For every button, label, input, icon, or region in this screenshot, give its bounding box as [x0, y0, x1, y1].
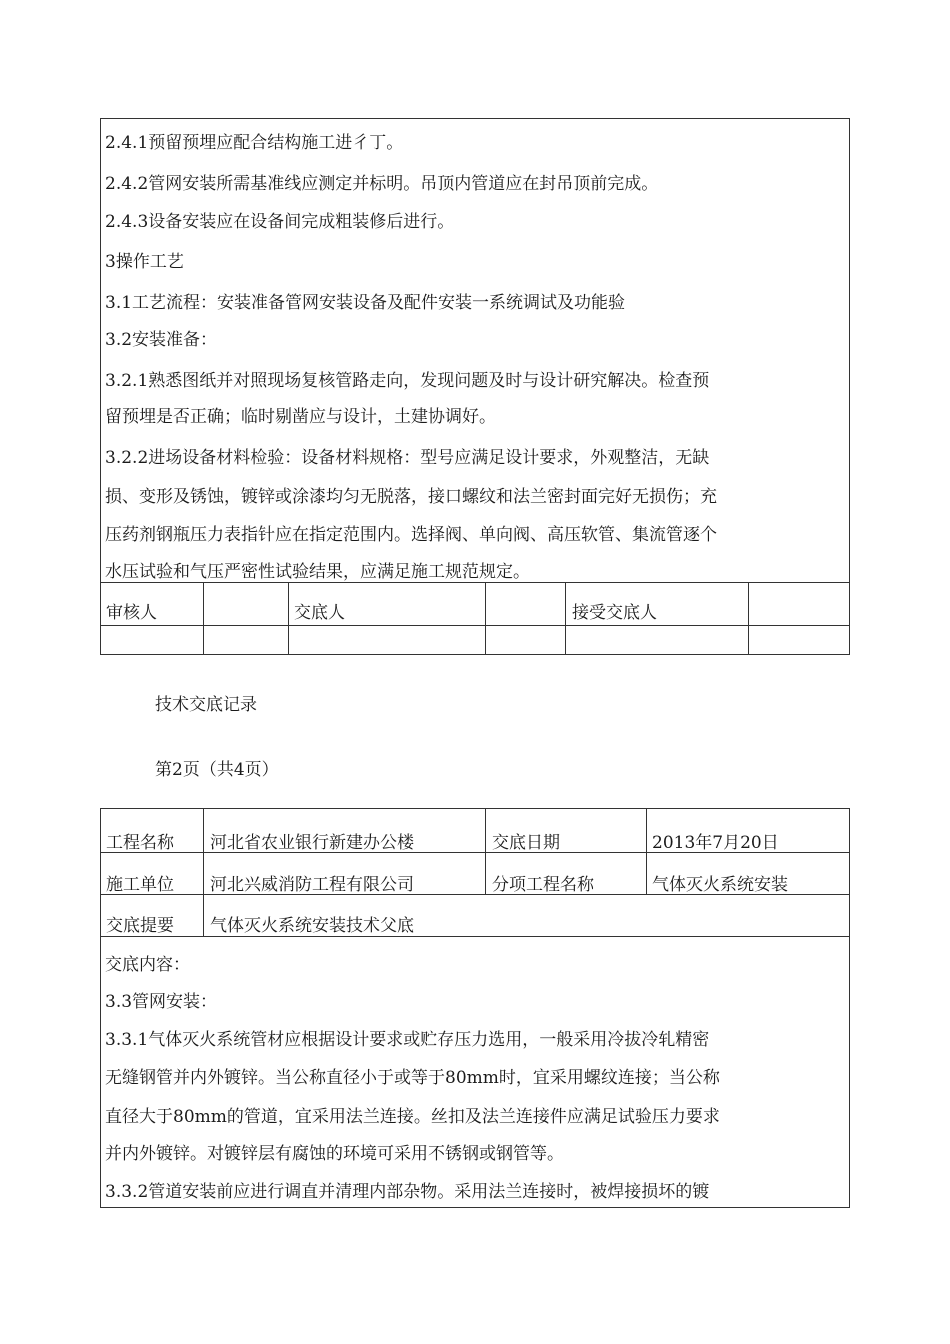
signature-col-divider: [565, 582, 566, 655]
signature-row-top-border: [100, 582, 850, 583]
summary-value: 气体灭火系统安装技术父底: [210, 916, 414, 936]
section-heading: 3操作工艺: [105, 252, 184, 272]
project-name-label: 工程名称: [106, 833, 174, 853]
project-name-value: 河北省农业银行新建办公楼: [210, 833, 414, 853]
content-line: 3.2.1熟悉图纸并对照现场复核管路走向，发现问题及时与设计研究解决。检查预: [105, 371, 710, 391]
content-line: 水压试验和气压严密性试验结果，应满足施工规范规定。: [105, 562, 530, 582]
signature-col-divider: [748, 582, 749, 655]
table-col-divider: [203, 808, 204, 936]
summary-label: 交底提要: [106, 916, 174, 936]
content-line: 损、变形及锈蚀，镀锌或涂漆均匀无脱落，接口螺纹和法兰密封面完好无损伤；充: [105, 487, 717, 507]
unit-value: 河北兴威消防工程有限公司: [210, 875, 414, 895]
content-line: 2.4.2管网安装所需基准线应测定并标明。吊顶内管道应在封吊顶前完成。: [105, 174, 659, 194]
content-line: 3.2.2进场设备材料检验：设备材料规格：型号应满足设计要求，外观整洁，无缺: [105, 448, 710, 468]
reviewer-label: 审核人: [106, 603, 157, 623]
record-title: 技术交底记录: [155, 695, 257, 715]
signature-col-divider: [203, 582, 204, 655]
subproject-value: 气体灭火系统安装: [652, 875, 788, 895]
content-line: 3.1工艺流程：安装准备管网安装设备及配件安装一系统调试及功能验: [105, 293, 626, 313]
content-line: 2.4.1预留预埋应配合结构施工进彳丁。: [105, 133, 404, 153]
content-heading: 交底内容：: [105, 955, 190, 975]
table-col-divider: [485, 808, 486, 894]
date-label: 交底日期: [492, 833, 560, 853]
date-value: 2013年7月20日: [652, 833, 779, 853]
section-heading: 3.3管网安装：: [105, 992, 218, 1012]
content-line: 3.3.2管道安装前应进行调直并清理内部杂物。采用法兰连接时，被焊接损坏的镀: [105, 1182, 710, 1202]
discloser-label: 交底人: [294, 603, 345, 623]
content-line: 压药剂钢瓶压力表指针应在指定范围内。选择阀、单向阀、高压软管、集流管逐个: [105, 525, 717, 545]
content-line: 直径大于80mm的管道，宜采用法兰连接。丝扣及法兰连接件应满足试验压力要求: [105, 1107, 720, 1127]
page-info: 第2页（共4页）: [155, 760, 279, 780]
receiver-label: 接受交底人: [572, 603, 657, 623]
signature-col-divider: [288, 582, 289, 655]
content-line: 无缝钢管并内外镀锌。当公称直径小于或等于80mm时，宜采用螺纹连接；当公称: [105, 1068, 720, 1088]
unit-label: 施工单位: [106, 875, 174, 895]
content-line: 3.3.1气体灭火系统管材应根据设计要求或贮存压力选用，一般采用冷拔冷轧精密: [105, 1030, 710, 1050]
content-line: 2.4.3设备安装应在设备间完成粗装修后进行。: [105, 212, 455, 232]
content-line: 3.2安装准备：: [105, 330, 218, 350]
content-line: 并内外镀锌。对镀锌层有腐蚀的环境可采用不锈钢或钢管等。: [105, 1144, 564, 1164]
content-line: 留预埋是否正确；临时剔凿应与设计，土建协调好。: [105, 407, 496, 427]
signature-row-divider: [100, 625, 850, 626]
subproject-label: 分项工程名称: [492, 875, 594, 895]
table-col-divider: [646, 808, 647, 894]
signature-col-divider: [485, 582, 486, 655]
